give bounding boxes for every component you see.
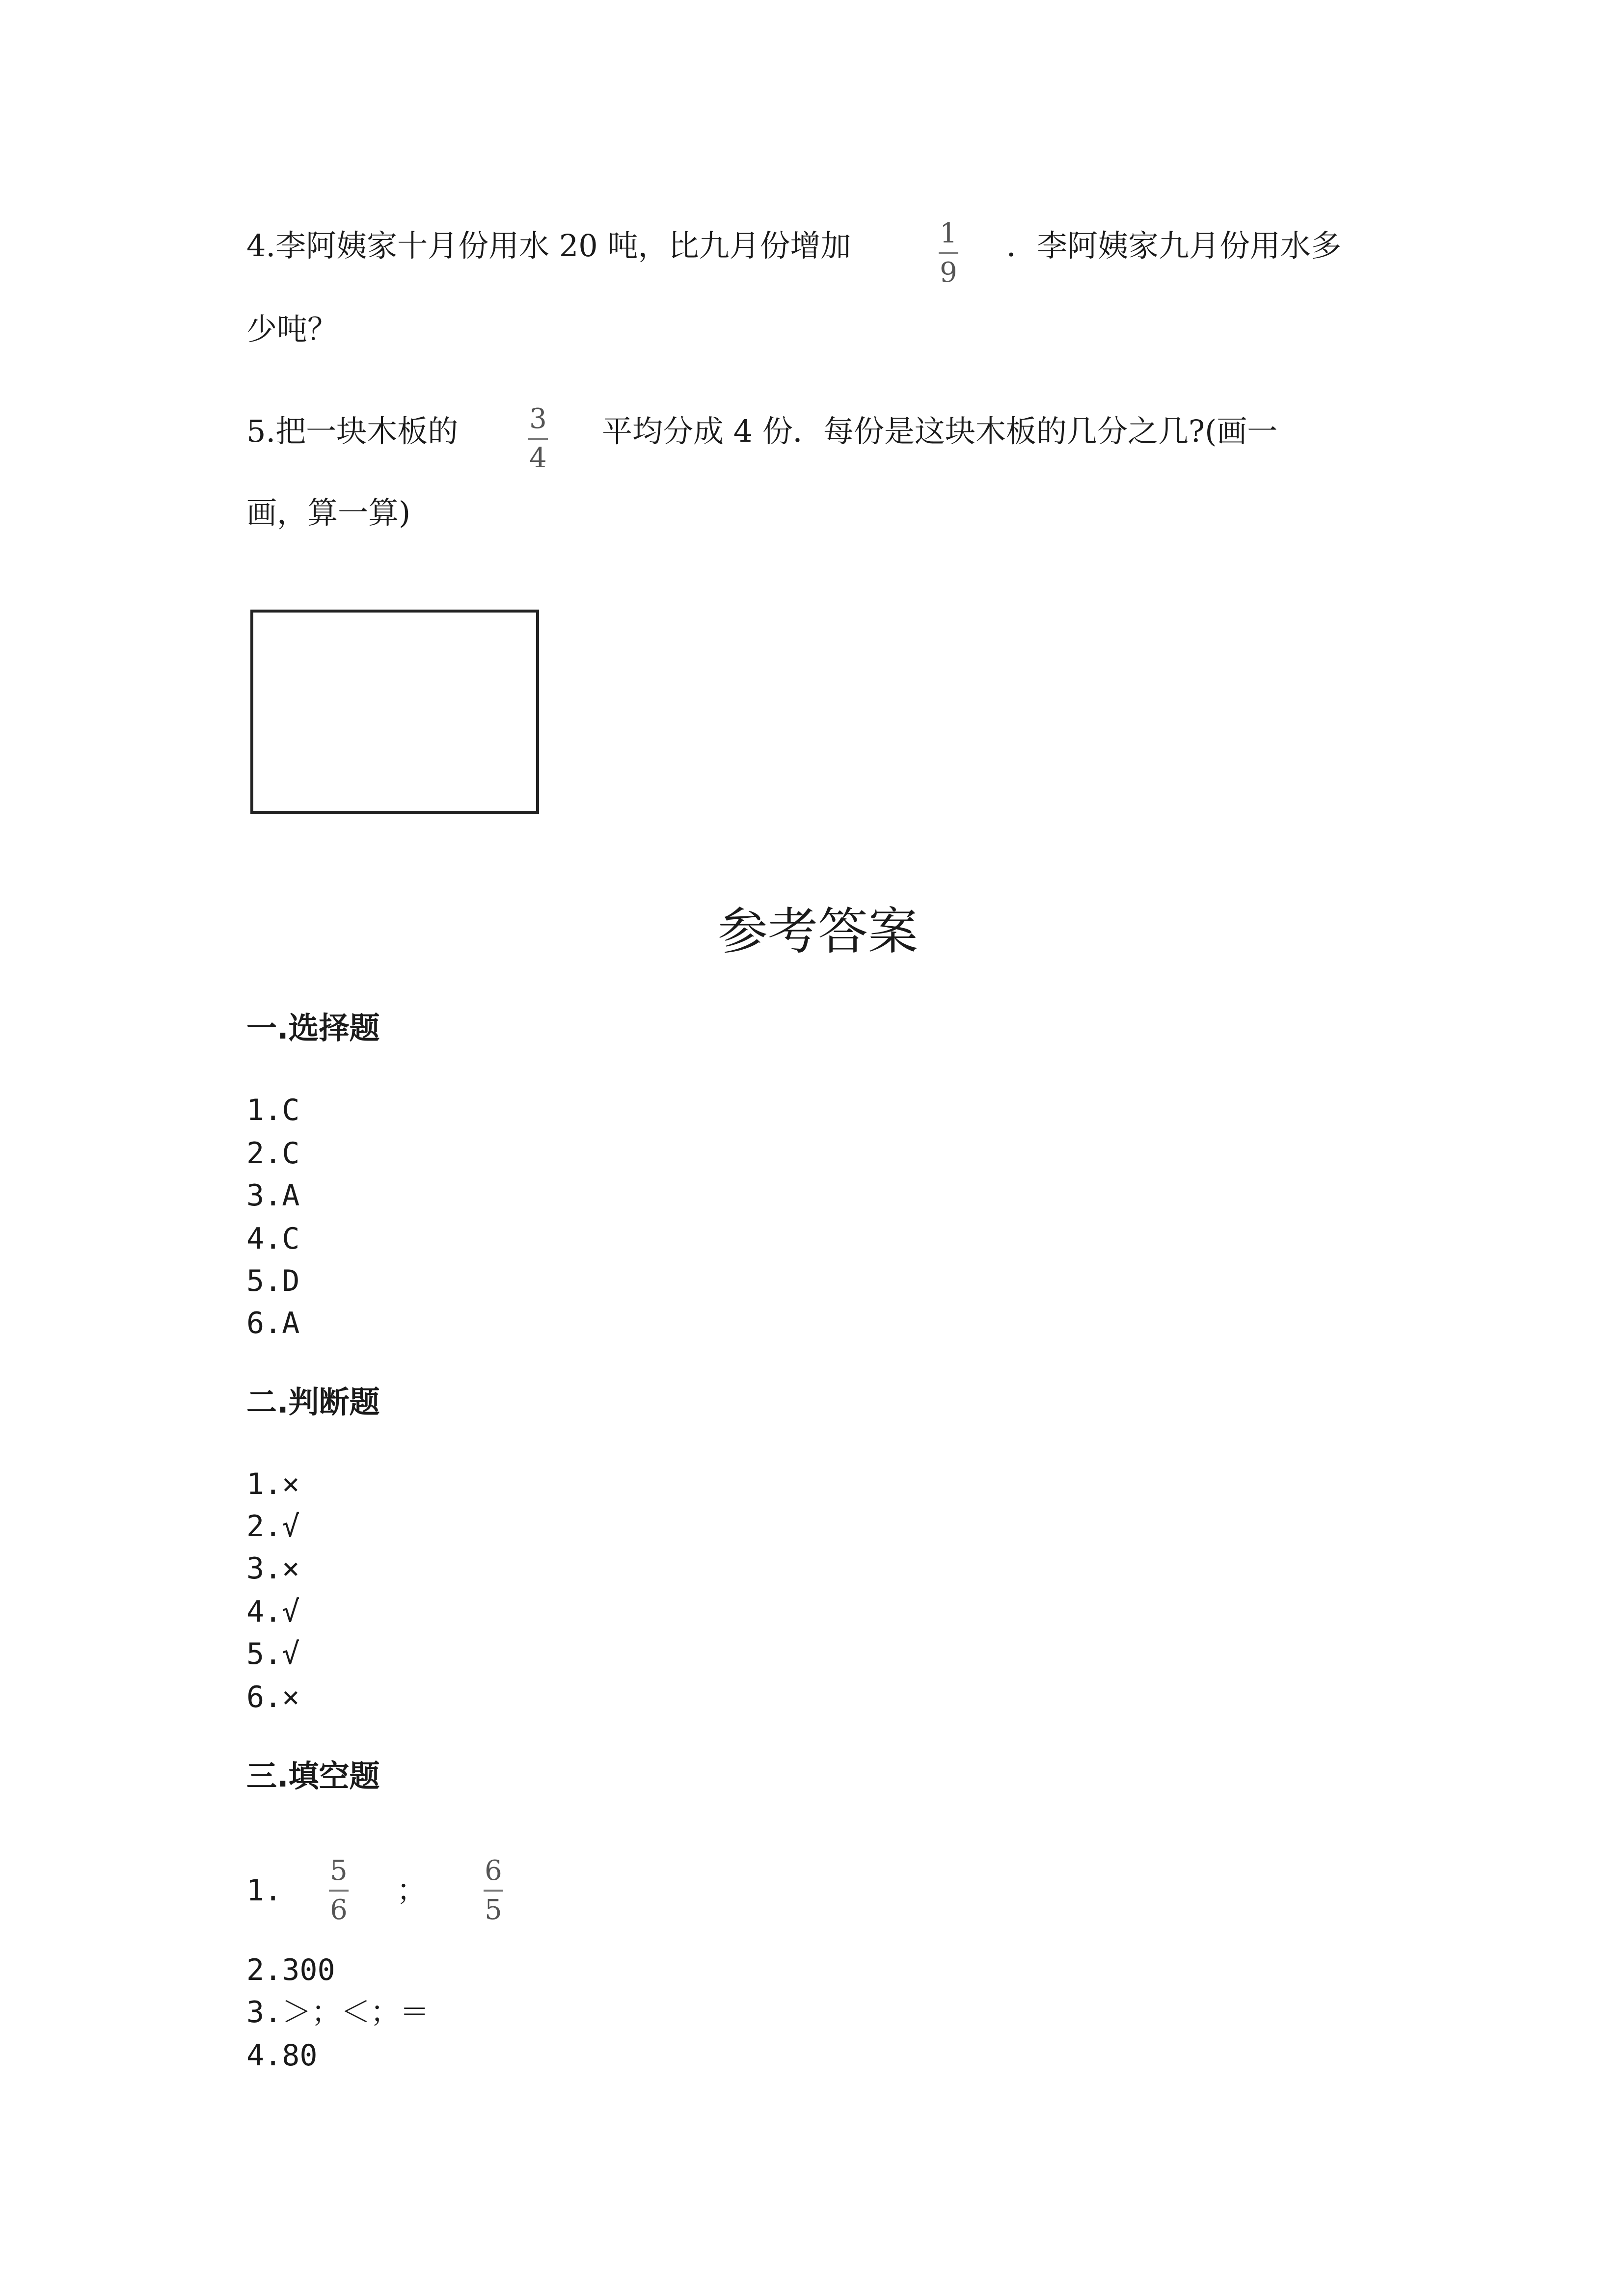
answer-item: 3.A	[246, 1178, 300, 1213]
answer-item: 3.＞；＜；＝	[246, 1995, 430, 2029]
answer-item: 2.√	[246, 1509, 300, 1544]
answer-item: 3.×	[246, 1551, 300, 1586]
question-5-text-cont: 平均分成 4 份．每份是这块木板的几分之几?(画一	[602, 413, 1278, 449]
fraction-numerator: 1	[940, 217, 957, 249]
fraction-denominator: 6	[330, 1894, 348, 1926]
answer-item: 2.300	[246, 1953, 335, 1987]
answer-item-label: 1.	[246, 1873, 282, 1908]
fraction-numerator: 6	[485, 1855, 502, 1887]
question-4-text-cont: ．李阿姨家九月份用水多	[1006, 228, 1342, 264]
answers-title: 参考答案	[718, 903, 918, 961]
section-heading-fill: 三.填空题	[246, 1758, 380, 1794]
question-5-line2: 画，算一算)	[246, 495, 411, 531]
question-4-text: 4.李阿姨家十月份用水 20 吨，比九月份增加	[246, 228, 851, 264]
answer-item: 6.A	[246, 1306, 300, 1340]
question-4-line2: 少吨？	[246, 311, 338, 347]
board-rectangle	[250, 610, 539, 814]
answer-fraction-b	[484, 1857, 503, 1924]
answer-item: 1.C	[246, 1093, 300, 1127]
question-4-fraction	[939, 217, 958, 289]
section-heading-choice: 一.选择题	[246, 1010, 380, 1046]
answer-separator: ；	[397, 1873, 426, 1908]
answer-item: 1.×	[246, 1467, 300, 1501]
question-5-fraction	[528, 405, 548, 472]
answer-item: 4.80	[246, 2038, 318, 2073]
answer-item: 5.D	[246, 1264, 300, 1298]
answer-item: 2.C	[246, 1136, 300, 1171]
fraction-numerator: 5	[330, 1855, 348, 1887]
fraction-bar	[939, 252, 958, 254]
question-5-text: 5.把一块木板的	[246, 413, 459, 449]
answer-fraction-a	[329, 1857, 349, 1924]
fraction-bar	[329, 1890, 349, 1892]
answer-item: 4.√	[246, 1595, 300, 1629]
fraction-bar	[528, 438, 548, 440]
answer-item: 6.×	[246, 1680, 300, 1714]
answer-item: 4.C	[246, 1222, 300, 1256]
fraction-denominator: 5	[485, 1894, 502, 1926]
fraction-denominator: 4	[529, 442, 547, 474]
section-heading-judgement: 二.判断题	[246, 1384, 380, 1420]
answer-item: 5.√	[246, 1637, 300, 1671]
fraction-bar	[484, 1890, 503, 1892]
fraction-numerator: 3	[529, 403, 547, 435]
fraction-denominator: 9	[940, 257, 957, 289]
